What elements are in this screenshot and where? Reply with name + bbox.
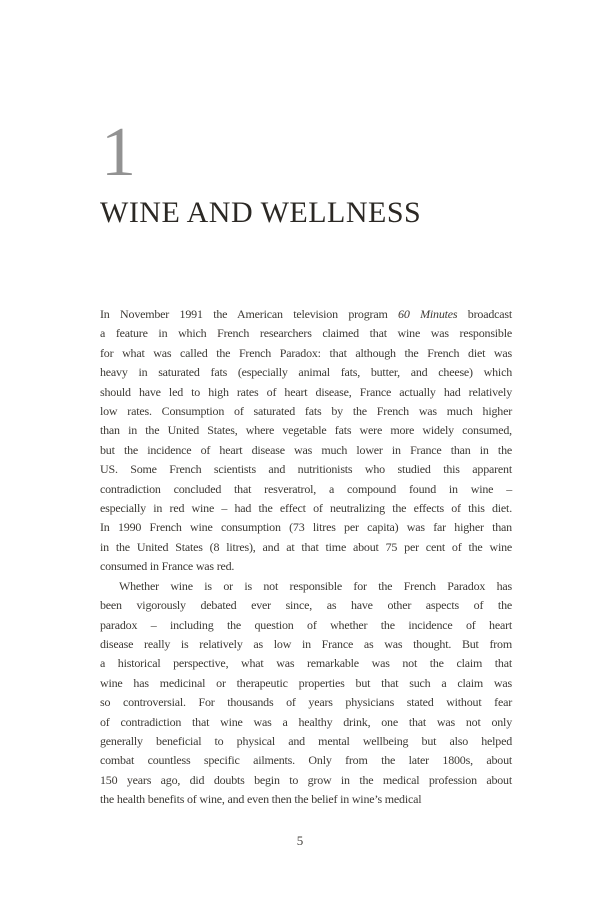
text-segment: especially in red wine – had the effect of neutralizing the effects of this diet. [100,501,512,516]
page-number: 5 [296,833,304,848]
chapter-title: WINE AND WELLNESS [100,196,422,229]
text-line [100,790,512,809]
text-segment: combat countless specific ailments. Only from the later 1800s, about [100,753,512,768]
text-segment: consumed in France was red. [100,559,235,574]
text-line [100,305,512,324]
text-line [100,635,512,654]
text-segment: so controversial. For thousands of years physicians stated without fear [100,695,512,710]
text-segment: paradox – including the question of whether the incidence of heart [100,617,512,632]
text-line [100,538,512,557]
text-line [100,616,512,635]
text-segment: generally beneficial to physical and mental wellbeing but also helped [100,733,512,748]
text-segment: for what was called the French Paradox: that although the French diet was [100,345,512,360]
text-segment: but the incidence of heart disease was much lower in France than in the [100,442,512,457]
text-segment: In 1990 French wine consumption (73 litres per capita) was far higher than [100,520,512,535]
text-segment: wine has medicinal or therapeutic properties but that such a claim was [100,675,512,690]
text-segment: the health benefits of wine, and even then the belief in wine’s medical [100,792,422,807]
text-segment: of contradiction that wine was a healthy drink, one that was not only [100,714,512,729]
paragraph [100,577,512,810]
text-segment: in the United States (8 litres), and at that time about 75 per cent of the wine [100,539,512,554]
text-line [100,499,512,518]
text-segment: contradiction concluded that resveratrol, a compound found in wine – [100,481,512,496]
body-text [100,305,512,810]
text-line [100,480,512,499]
text-segment: US. Some French scientists and nutritionists who studied this apparent [100,462,512,477]
text-line [100,557,512,576]
text-segment: a feature in which French researchers claimed that wine was responsible [100,326,512,341]
text-segment: been vigorously debated ever since, as have other aspects of the [100,598,512,613]
text-line [100,363,512,382]
text-line [100,421,512,440]
text-line [100,518,512,537]
text-segment: disease really is relatively as low in France as was thought. But from [100,636,512,651]
text-segment: heavy in saturated fats (especially animal fats, butter, and cheese) which [100,365,512,380]
text-line [100,441,512,460]
text-segment: broadcast [457,307,512,321]
italic-text: 60 Minutes [398,307,458,321]
text-segment: than in the United States, where vegetable fats were more widely consumed, [100,423,512,438]
text-line [100,460,512,479]
text-line [100,732,512,751]
text-segment: 150 years ago, did doubts begin to grow in the medical profession about [100,772,512,787]
text-line [100,674,512,693]
text-segment: low rates. Consumption of saturated fats by the French was much higher [100,404,512,419]
text-line [100,713,512,732]
paragraph [100,305,512,577]
text-line [100,344,512,363]
text-line [100,693,512,712]
text-segment: a historical perspective, what was remarkable was not the claim that [100,656,512,671]
text-line [100,751,512,770]
text-line [100,402,512,421]
text-line [100,654,512,673]
chapter-number: 1 [101,114,136,191]
text-segment: should have led to high rates of heart disease, France actually had relatively [100,384,512,399]
text-line [100,577,512,596]
text-line [100,383,512,402]
text-line [100,324,512,343]
text-line [100,596,512,615]
text-segment: Whether wine is or is not responsible for the French Paradox has [119,578,512,593]
text-segment: In November 1991 the American television program [100,307,399,321]
text-line [100,771,512,790]
